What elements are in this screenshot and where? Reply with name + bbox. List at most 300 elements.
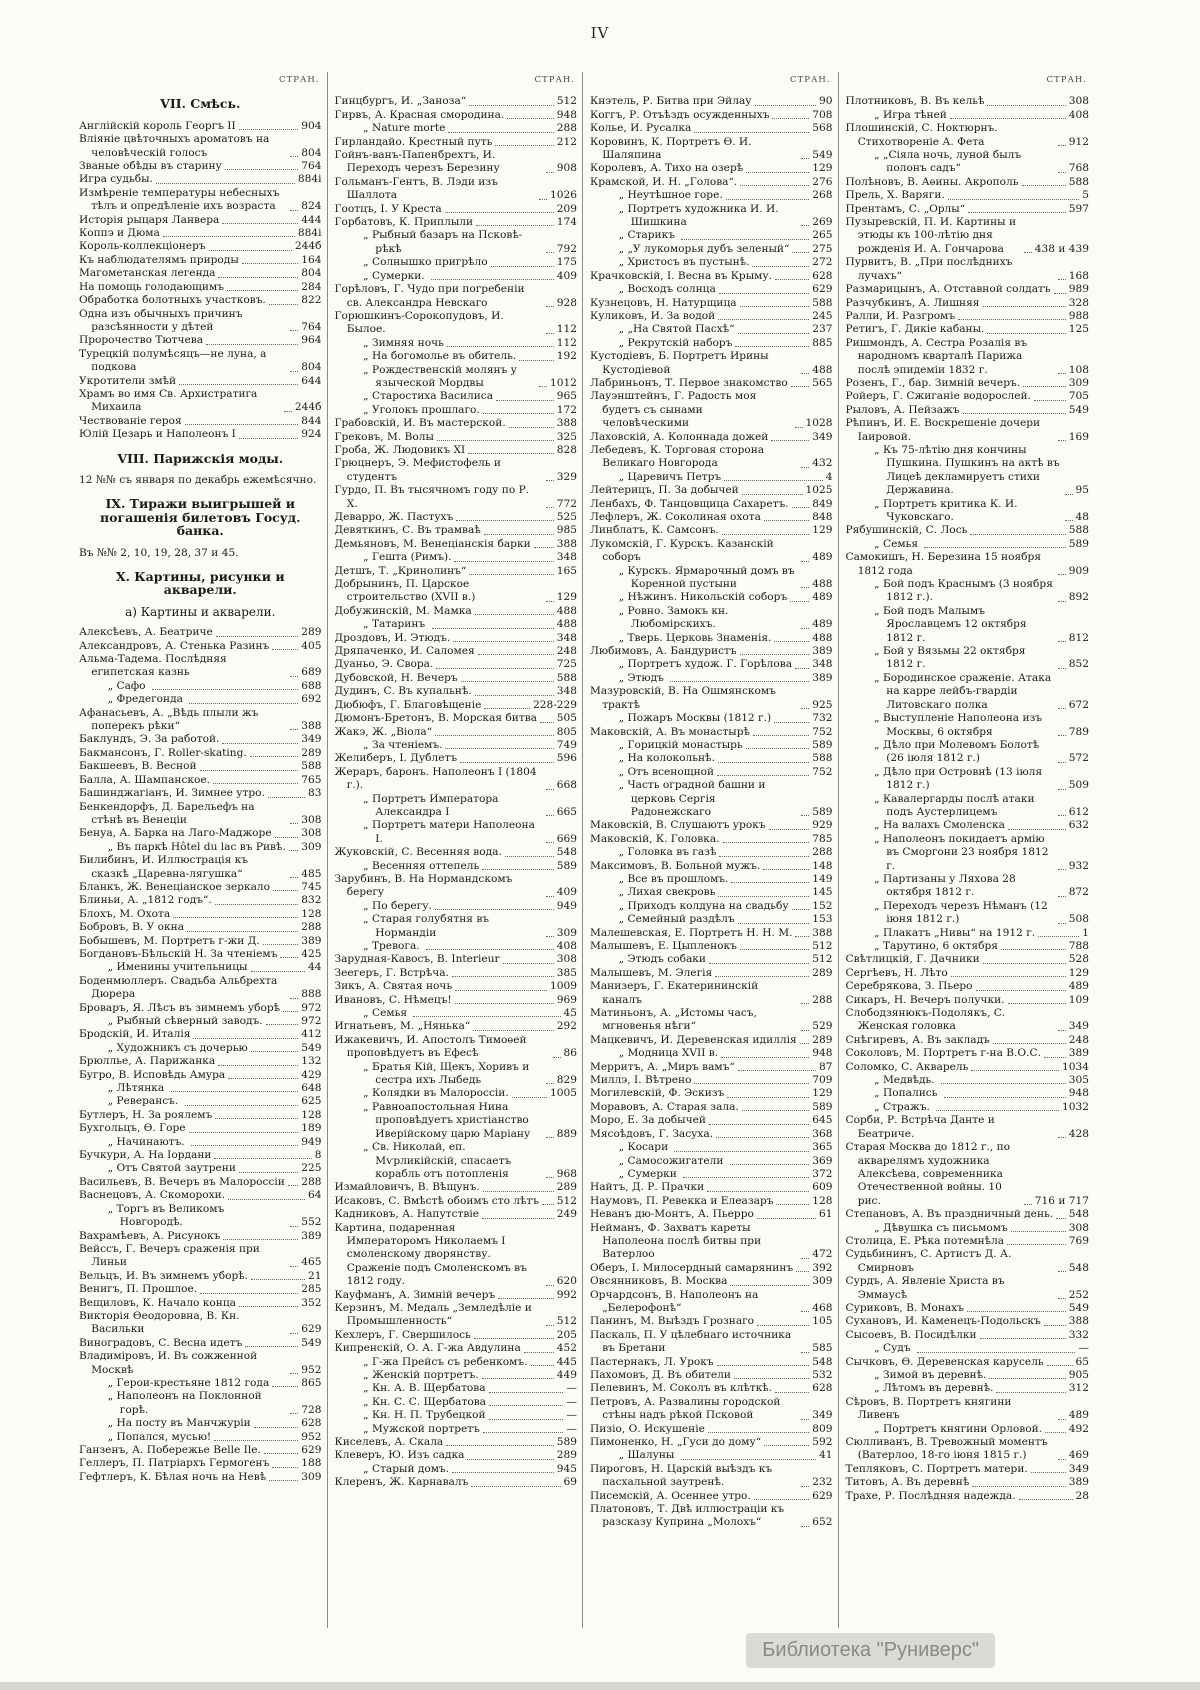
entry-title: Пузыревскій, П. И. Картины и этюды къ 100-лѣтію дня рожденія И. А. Гончарова <box>845 216 1017 255</box>
index-entry <box>79 961 322 974</box>
index-entry <box>335 444 578 457</box>
dot-leader <box>546 507 554 508</box>
index-entry <box>846 297 1090 310</box>
index-entry <box>335 565 578 578</box>
entry-title: Петровъ, А. Развалины городской стѣны надъ рѣкой Псковой <box>590 1395 781 1422</box>
entry-page-number: 129 <box>812 524 833 537</box>
index-entry <box>335 417 578 430</box>
index-entry <box>79 348 322 375</box>
entry-title: „ Уголокъ прошлаго. <box>363 403 480 416</box>
entry-page-number: 308 <box>301 813 322 826</box>
index-entry <box>590 229 833 242</box>
dot-leader <box>734 1378 809 1379</box>
dot-leader <box>432 628 554 629</box>
dot-leader <box>1058 1271 1066 1272</box>
index-entry <box>335 846 578 859</box>
index-entry <box>590 243 833 256</box>
index-entry <box>590 927 833 940</box>
column-header-stran: СТРАН. <box>279 75 320 85</box>
dot-leader <box>801 158 809 159</box>
entry-title: Желиберъ, I. Дублетъ <box>334 752 458 765</box>
entry-page-number: 112 <box>556 336 577 349</box>
dot-leader <box>948 199 1079 200</box>
dot-leader <box>272 649 298 650</box>
dot-leader <box>726 199 810 200</box>
entry-page-number: 512 <box>556 1194 577 1207</box>
entry-title: Нейманъ, Ф. Захватъ кареты Наполеона послѣ битвы при Ватерлоо <box>590 1221 762 1261</box>
dot-leader <box>437 440 554 441</box>
entry-title: „ Косари <box>618 1141 669 1154</box>
index-entry <box>590 189 833 202</box>
dot-leader <box>263 944 299 945</box>
dot-leader <box>950 118 1066 119</box>
dot-leader <box>228 1078 298 1079</box>
dot-leader <box>251 1279 305 1280</box>
entry-page-number: 275 <box>812 242 833 255</box>
entry-page-number: 169 <box>1068 430 1089 443</box>
entry-page-number: 488 <box>812 631 833 644</box>
entry-page-number: 948 <box>556 108 577 121</box>
dot-leader <box>185 1105 299 1106</box>
entry-title: Одна изъ обычныхъ причинъ разсѣянности у дѣтей <box>79 307 243 333</box>
dot-leader <box>482 1378 554 1379</box>
dot-leader <box>245 1346 298 1347</box>
dot-leader <box>718 762 809 763</box>
entry-title: Башинджагіанъ, И. Зимнее утро. <box>79 787 265 800</box>
entry-page-number: 249 <box>556 1208 577 1221</box>
entry-page-number: 804 <box>301 146 322 159</box>
index-entry <box>846 444 1090 498</box>
entry-title: Венигъ, П. Прошлое. <box>79 1283 198 1296</box>
index-entry <box>846 122 1090 149</box>
entry-page-number: 596 <box>556 752 577 765</box>
index-entry <box>590 203 833 230</box>
dot-leader <box>290 1226 298 1227</box>
entry-title: Укротители змѣй <box>79 374 177 387</box>
dot-leader <box>996 1392 1065 1393</box>
entry-title: Коровинъ, К. Портретъ Ѳ. И. Шаляпина <box>590 135 752 162</box>
entry-page-number: 588 <box>1068 524 1089 537</box>
entry-page-number: 989 <box>1068 283 1089 296</box>
entry-page-number: 109 <box>1068 993 1089 1006</box>
entry-title: Картина, подаренная Императоромъ Николаемъ I смоленскому дворянству. Сраженіе подъ Смоленскомъ въ 1812 году. <box>334 1221 527 1288</box>
entry-page-number: 285 <box>301 1283 322 1296</box>
dot-leader <box>983 306 1066 307</box>
index-entry <box>846 1476 1090 1489</box>
dot-leader <box>774 722 809 723</box>
index-entry <box>79 214 322 227</box>
index-entry <box>846 1463 1090 1476</box>
entry-page-number: 568 <box>812 122 833 135</box>
entry-title: Гоотцъ, I. У Креста <box>334 202 442 215</box>
dot-leader <box>187 931 298 932</box>
dot-leader <box>746 748 810 749</box>
section-heading: X. Картины, рисунки и акварели. <box>115 569 285 598</box>
entry-page-number: 269 <box>812 216 833 229</box>
index-entry <box>846 1034 1090 1047</box>
entry-page-number: 349 <box>1068 1020 1089 1033</box>
index-entry <box>335 431 578 444</box>
dot-leader <box>431 279 554 280</box>
dot-leader <box>980 1338 1066 1339</box>
entry-page-number: 348 <box>812 658 833 671</box>
entry-title: Жуковскій, С. Весенняя вода. <box>334 846 502 859</box>
entry-page-number: 949 <box>556 899 577 912</box>
entry-title: „ Рыбный базаръ на Псковѣ-рѣкѣ <box>363 229 523 255</box>
dot-leader <box>447 346 554 347</box>
dot-leader <box>958 319 1066 320</box>
index-entry <box>846 524 1090 537</box>
entry-page-number: 28 <box>1075 1489 1089 1502</box>
index-entry <box>79 1042 322 1055</box>
index-entry <box>590 337 833 350</box>
index-entry <box>590 1181 833 1194</box>
entry-title: „ На посту въ Манчжуріи <box>107 1417 251 1430</box>
index-entry <box>335 953 578 966</box>
dot-leader <box>738 923 810 924</box>
entry-title: Горюшкинъ-Сорокопудовъ, И. Былое. <box>334 309 504 336</box>
index-entry <box>79 626 322 639</box>
entry-title: Пастернакъ, Л. Урокъ <box>590 1355 714 1368</box>
entry-page-number: 549 <box>1068 403 1089 416</box>
index-entry <box>79 1377 322 1390</box>
entry-page-number: 168 <box>1068 269 1089 282</box>
index-entry <box>335 95 578 108</box>
entry-title: „ Портретъ княгини Орловой. <box>874 1422 1043 1435</box>
dot-leader <box>801 1030 809 1031</box>
entry-title: „ Тверь. Церковь Знаменія. <box>618 631 772 644</box>
dot-leader <box>757 1218 816 1219</box>
dot-leader <box>461 681 554 682</box>
dot-leader <box>1056 1218 1066 1219</box>
column-header-stran: СТРАН. <box>534 75 575 85</box>
entry-page-number: 832 <box>301 894 322 907</box>
entry-page-number: 588 <box>301 760 322 773</box>
entry-page-number: 174 <box>556 216 577 229</box>
index-entry <box>335 980 578 993</box>
entry-title: Къ наблюдателямъ природы <box>79 253 239 266</box>
entry-title: „ Братья Кій, Щекъ, Хоривъ и сестра ихъ Лыбедь <box>363 1060 530 1087</box>
dot-leader <box>719 856 809 857</box>
index-entry <box>846 578 1090 605</box>
entry-title: Матиньонъ, А. „Истомы часъ, мгновенья нѣги“ <box>590 1007 757 1033</box>
index-entry <box>79 653 322 680</box>
entry-page-number: 672 <box>1068 698 1089 711</box>
index-entry <box>590 819 833 832</box>
dot-leader <box>1065 494 1073 495</box>
dot-leader <box>455 990 547 991</box>
dot-leader <box>1058 1030 1066 1031</box>
entry-title: „ Царевичъ Петръ <box>618 470 722 483</box>
dot-leader <box>731 882 809 883</box>
entry-title: Храмъ во имя Св. Архистратига Михаила <box>79 387 258 414</box>
entry-title: Керзинъ, М. Медаль „Земледѣліе и Промышленность“ <box>334 1301 532 1328</box>
dot-leader <box>213 783 298 784</box>
entry-title: „ Портретъ критика К. И. Чуковскаго. <box>874 497 1018 523</box>
index-entry <box>335 337 578 350</box>
entry-title: Кузнецовъ, Н. Натурщица <box>590 296 737 309</box>
dot-leader <box>489 1419 564 1420</box>
dot-leader <box>173 917 298 918</box>
dot-leader <box>1023 386 1066 387</box>
entry-title: „ Зимой въ деревнѣ. <box>874 1369 987 1381</box>
entry-title: Прель, Х. Варяги. <box>845 189 945 202</box>
dot-leader <box>775 1392 809 1393</box>
entry-title: Билибинъ, И. Иллюстрація къ сказкѣ „Царевна-лягушка“ <box>79 854 249 880</box>
index-entry <box>846 1061 1090 1074</box>
entry-title: „ Приходъ колдуна на свадьбу <box>618 899 789 912</box>
dot-leader <box>792 252 809 253</box>
entry-page-number: 289 <box>812 966 833 979</box>
entry-title: „ По берегу. <box>363 899 432 912</box>
dot-leader <box>524 1352 554 1353</box>
index-entry <box>590 176 833 189</box>
index-entry <box>79 1122 322 1135</box>
dot-leader <box>717 775 809 776</box>
entry-page-number: 849 <box>812 497 833 510</box>
index-entry <box>590 498 833 511</box>
entry-title: „ Старый домъ. <box>363 1462 450 1475</box>
entry-title: Гефтлеръ, К. Бѣлая ночь на Невѣ <box>79 1470 267 1483</box>
entry-page-number: 1034 <box>1062 1060 1089 1073</box>
entry-page-number: 305 <box>1068 1074 1089 1087</box>
entry-page-number: 225 <box>301 1162 322 1175</box>
dot-leader <box>185 424 299 425</box>
dot-leader <box>708 1432 809 1433</box>
entry-page-number: 48 <box>1075 511 1089 523</box>
entry-page-number: 689 <box>301 666 322 679</box>
entry-title: Дюмонъ-Бретонъ, В. Морская битва <box>334 712 537 725</box>
index-entry <box>846 109 1090 122</box>
index-entry <box>590 1382 833 1395</box>
index-entry <box>846 1423 1090 1436</box>
entry-page-number: 449 <box>556 1369 577 1381</box>
index-entry <box>335 1302 578 1329</box>
index-entry <box>846 994 1090 1007</box>
index-entry <box>590 1141 833 1154</box>
index-entry <box>590 538 833 565</box>
entry-title: Дроздовъ, И. Этюдъ. <box>334 631 451 644</box>
entry-title: На помощь голодающимъ <box>79 280 224 293</box>
dot-leader <box>801 1258 809 1259</box>
entry-page-number: 1032 <box>1062 1100 1089 1113</box>
entry-title: „ Г-жа Прейсъ съ ребенкомъ. <box>363 1355 528 1368</box>
section-note: 12 №№ съ января по декабрь ежемѣсячно. <box>79 473 317 486</box>
dot-leader <box>546 1325 554 1326</box>
dot-leader <box>723 842 810 843</box>
entry-page-number: 968 <box>556 1167 577 1180</box>
entry-page-number: 245 <box>812 309 833 322</box>
entry-page-number: 752 <box>812 725 833 738</box>
dot-leader <box>290 371 298 372</box>
entry-page-number: 489 <box>1068 980 1089 993</box>
entry-page-number: 945 <box>556 1462 577 1475</box>
entry-page-number: 148 <box>812 859 833 872</box>
entry-page-number: 888 <box>301 988 322 1001</box>
entry-title: „ Восходъ солнца <box>618 283 716 296</box>
index-entry <box>335 1034 578 1061</box>
dot-leader <box>718 319 809 320</box>
entry-title: Оберъ, I. Милосердный самарянинъ <box>590 1261 794 1274</box>
dot-leader <box>290 156 298 157</box>
entry-page-number: 64 <box>308 1189 322 1202</box>
dot-leader <box>519 360 554 361</box>
entry-page-number: 952 <box>301 1363 322 1376</box>
dot-leader <box>215 904 299 905</box>
index-entry <box>590 1503 833 1530</box>
entry-page-number: 804 <box>301 267 322 280</box>
index-entry <box>335 645 578 658</box>
dot-leader <box>239 438 298 439</box>
index-entry <box>335 1101 578 1141</box>
index-entry <box>846 900 1090 927</box>
entry-page-number: 589 <box>812 1100 833 1113</box>
index-entry <box>590 886 833 899</box>
dot-leader <box>455 1003 554 1004</box>
entry-title: Бакмансонъ, Г. Roller-skating. <box>79 746 247 759</box>
entry-page-number: 665 <box>556 805 577 818</box>
entry-title: „ Весенняя оттепель <box>363 859 480 872</box>
entry-page-number: 128 <box>301 1108 322 1121</box>
index-entry <box>79 1055 322 1068</box>
index-entry <box>590 1155 833 1168</box>
index-entry <box>335 1020 578 1033</box>
dot-leader <box>498 1298 554 1299</box>
entry-page-number: 237 <box>812 323 833 336</box>
index-entry <box>846 337 1090 377</box>
entry-title: Блиньи, А. „1812 годъ“. <box>79 894 212 907</box>
entry-page-number: 65 <box>1075 1355 1089 1368</box>
dot-leader <box>795 427 803 428</box>
index-entry <box>590 1369 833 1382</box>
index-entry <box>335 819 578 846</box>
entry-title: Бродскій, И. Италія <box>79 1028 191 1041</box>
entry-title: Мерритъ, А. „Миръ вамъ“ <box>590 1060 735 1073</box>
index-entry <box>590 471 833 484</box>
index-entry <box>79 760 322 773</box>
index-entry <box>335 216 578 229</box>
dot-leader <box>280 957 298 958</box>
entry-page-number: 745 <box>301 880 322 893</box>
entry-page-number: 549 <box>812 149 833 162</box>
entry-title: „ Кавалергарды послѣ атаки подъ Аустерлицемъ <box>874 792 1035 818</box>
dot-leader <box>738 333 810 334</box>
entry-title: „ Пожаръ Москвы (1812 г.) <box>618 712 772 725</box>
dot-leader <box>740 949 809 950</box>
dot-leader <box>967 1311 1066 1312</box>
index-entry <box>846 1329 1090 1342</box>
entry-title: Бутлеръ, Н. За роялемъ <box>79 1108 213 1121</box>
dot-leader <box>546 601 554 602</box>
entry-page-number: 705 <box>1068 390 1089 403</box>
index-entry <box>335 1195 578 1208</box>
index-entry <box>846 189 1090 202</box>
entry-page-number: 892 <box>1068 591 1089 604</box>
dot-leader <box>801 587 809 588</box>
index-entry <box>79 1310 322 1337</box>
dot-leader <box>738 1070 816 1071</box>
index-entry <box>335 752 578 765</box>
entry-title: Пимоненко, Н. „Гуси до дому“ <box>590 1436 762 1449</box>
index-entry <box>846 256 1090 283</box>
dot-leader <box>972 1486 1066 1487</box>
entry-page-number: 988 <box>1068 309 1089 322</box>
index-entry <box>79 428 322 441</box>
entry-title: „ Кн. С. С. Щербатова <box>363 1395 486 1408</box>
dot-leader <box>456 520 553 521</box>
entry-title: „ Портретъ худож. Г. Горѣлова <box>618 658 793 671</box>
entry-title: Игра судьбы. <box>79 173 153 186</box>
dot-leader <box>507 118 554 119</box>
entry-title: „ Реверансъ. <box>107 1095 179 1108</box>
index-entry <box>846 203 1090 216</box>
entry-title: „ Попались <box>874 1087 938 1100</box>
entry-page-number: 552 <box>301 1216 322 1229</box>
dot-leader <box>251 971 306 972</box>
index-entry <box>846 1315 1090 1328</box>
entry-page-number: 112 <box>556 323 577 336</box>
entry-title: Орчардсонъ, В. Наполеонъ на „Белерофонѣ“ <box>590 1288 759 1314</box>
entry-page-number: 588 <box>812 752 833 765</box>
dot-leader <box>290 1266 298 1267</box>
entry-title: Дряпаченко, И. Саломея <box>334 645 475 658</box>
entry-page-number: 512 <box>812 940 833 952</box>
entry-title: „ Кн. А. В. Щербатова <box>363 1382 486 1395</box>
index-entry <box>79 334 322 347</box>
index-entry <box>79 1230 322 1243</box>
dot-leader <box>1007 1244 1066 1245</box>
entry-page-number: 769 <box>1068 1234 1089 1247</box>
dot-leader <box>719 293 809 294</box>
entry-page-number: 308 <box>1068 95 1089 108</box>
entry-page-number: 764 <box>301 320 322 333</box>
dot-leader <box>976 990 1066 991</box>
dot-leader <box>290 1333 298 1334</box>
index-entry <box>335 618 578 631</box>
index-entry <box>79 267 322 280</box>
dot-leader <box>266 1024 299 1025</box>
index-entry <box>590 1329 833 1356</box>
entry-title: „ Рекрутскій наборъ <box>618 336 733 349</box>
entry-page-number: 629 <box>812 283 833 296</box>
entry-title: „ Христосъ въ пустынѣ. <box>618 256 750 269</box>
entry-title: Кехлеръ, Г. Свершилось <box>334 1328 471 1341</box>
section-note: Въ №№ 2, 10, 19, 28, 37 и 45. <box>79 546 239 559</box>
entry-title: Манизеръ, Г. Екатерининскій каналъ <box>590 980 759 1006</box>
dot-leader <box>790 601 809 602</box>
section-subheading: а) Картины и акварели. <box>125 604 276 619</box>
entry-title: „ Къ 75-лѣтію дня кончины Пушкина. Пушкинъ на актѣ въ Лицеѣ декламируетъ стихи Державина. <box>874 443 1060 497</box>
dot-leader <box>290 210 298 211</box>
entry-page-number: 932 <box>1068 859 1089 872</box>
index-entry <box>335 967 578 980</box>
index-column <box>583 72 839 1628</box>
index-entry <box>79 827 322 840</box>
entry-title: Дубовской, Н. Вечеръ <box>334 671 458 684</box>
entry-page-number: 785 <box>812 832 833 845</box>
index-entry <box>590 1396 833 1423</box>
index-entry <box>846 1087 1090 1100</box>
entry-page-number: 129 <box>812 162 833 175</box>
index-entry <box>79 1417 322 1430</box>
index-entry <box>846 953 1090 966</box>
index-entry <box>590 712 833 725</box>
entry-title: Сысоевъ, В. Посидѣлки <box>845 1328 977 1341</box>
entry-title: Бугро, В. Исповѣдь Амура <box>79 1068 226 1081</box>
entry-title: Король-коллекціонеръ <box>79 240 206 253</box>
entry-page-number: 389 <box>301 934 322 947</box>
index-entry <box>335 605 578 618</box>
